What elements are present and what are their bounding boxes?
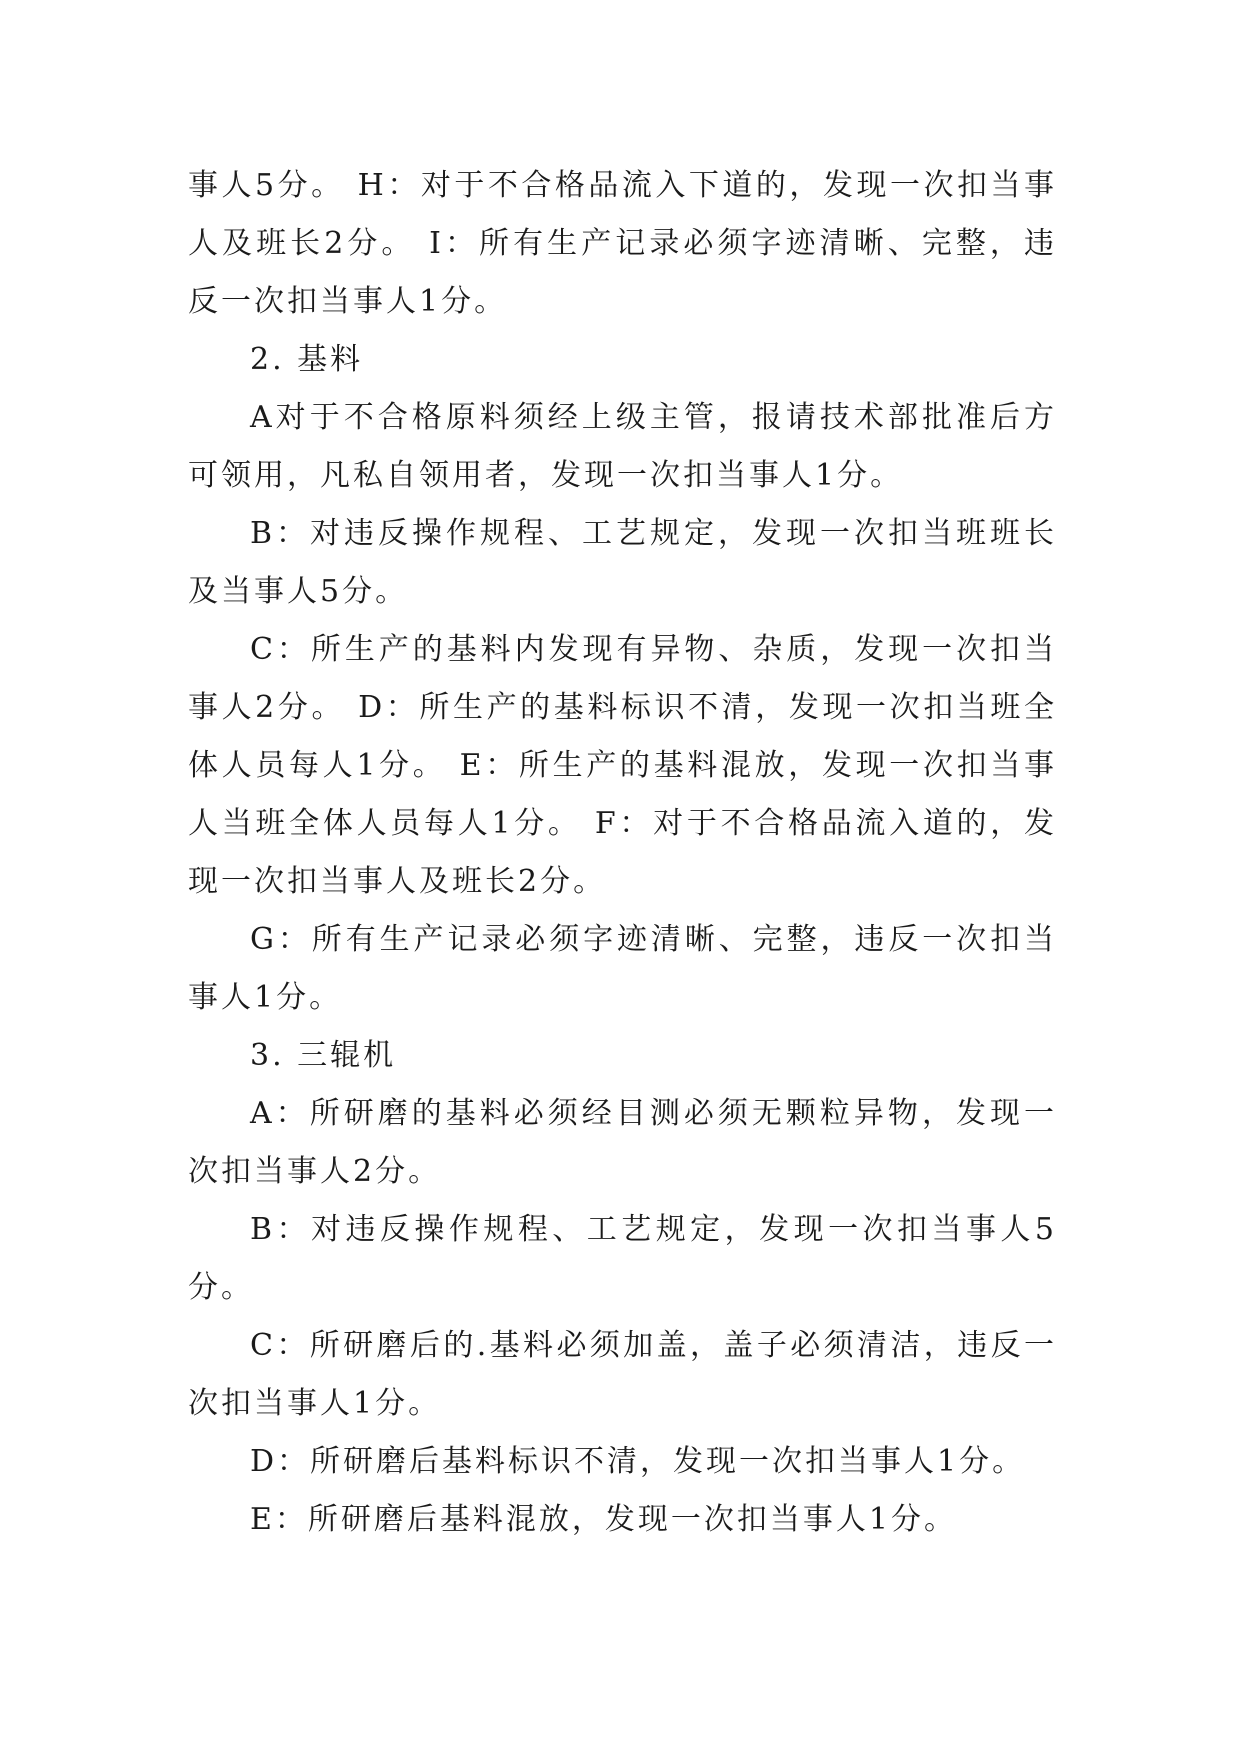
text-line: 事人2分。 D：所生产的基料标识不清，发现一次扣当班全 bbox=[188, 690, 1054, 725]
text-line: D：所研磨后基料标识不清，发现一次扣当事人1分。 bbox=[250, 1444, 1026, 1479]
text-line: 次扣当事人2分。 bbox=[188, 1154, 442, 1189]
text-line: 2. 基料 bbox=[250, 342, 364, 377]
text-line: 3. 三辊机 bbox=[250, 1038, 397, 1073]
text-line: 人及班长2分。 I：所有生产记录必须字迹清晰、完整，违 bbox=[188, 226, 1054, 261]
text-line: 分。 bbox=[188, 1270, 254, 1305]
text-line: G：所有生产记录必须字迹清晰、完整，违反一次扣当 bbox=[250, 922, 1054, 957]
text-line: C：所生产的基料内发现有异物、杂质，发现一次扣当 bbox=[250, 632, 1054, 667]
text-line: A：所研磨的基料必须经目测必须无颗粒异物，发现一 bbox=[250, 1096, 1054, 1131]
text-line: 次扣当事人1分。 bbox=[188, 1386, 442, 1421]
text-line: 反一次扣当事人1分。 bbox=[188, 284, 508, 319]
text-line: B：对违反操作规程、工艺规定，发现一次扣当事人5 bbox=[250, 1212, 1054, 1247]
text-line: E：所研磨后基料混放，发现一次扣当事人1分。 bbox=[250, 1502, 957, 1537]
text-line: B：对违反操作规程、工艺规定，发现一次扣当班班长 bbox=[250, 516, 1054, 551]
text-line: 现一次扣当事人及班长2分。 bbox=[188, 864, 607, 899]
text-line: 事人5分。 H：对于不合格品流入下道的，发现一次扣当事 bbox=[188, 168, 1054, 203]
text-line: 及当事人5分。 bbox=[188, 574, 409, 609]
text-line: 体人员每人1分。 E：所生产的基料混放，发现一次扣当事 bbox=[188, 748, 1054, 783]
text-line: 可领用，凡私自领用者，发现一次扣当事人1分。 bbox=[188, 458, 904, 493]
document-body bbox=[188, 157, 1054, 1549]
text-line: 事人1分。 bbox=[188, 980, 343, 1015]
text-line: 人当班全体人员每人1分。 F：对于不合格品流入道的，发 bbox=[188, 806, 1054, 841]
text-line: C：所研磨后的.基料必须加盖，盖子必须清洁，违反一 bbox=[250, 1328, 1054, 1363]
text-line: A对于不合格原料须经上级主管，报请技术部批准后方 bbox=[250, 400, 1054, 435]
